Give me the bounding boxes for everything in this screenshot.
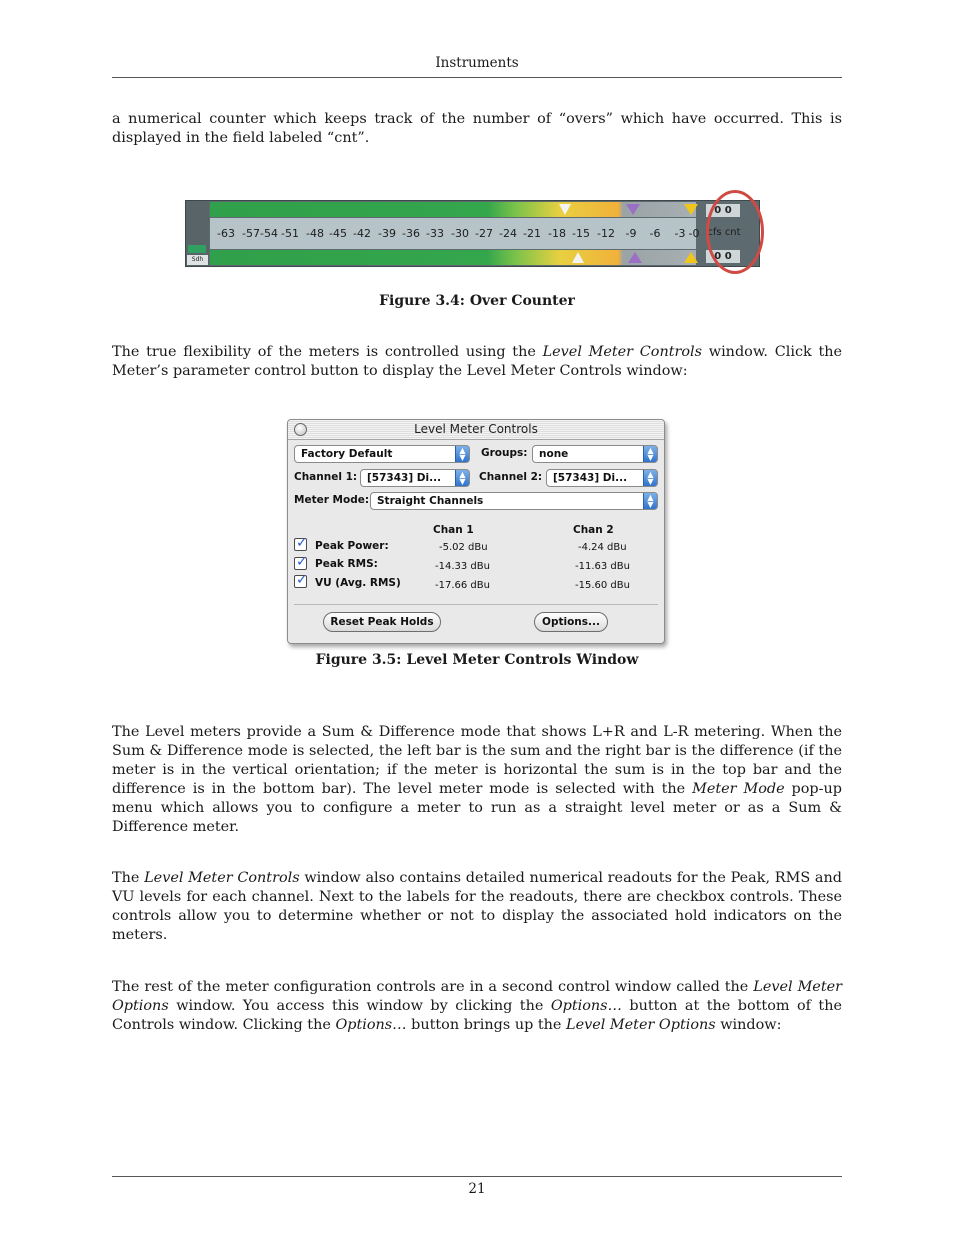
paragraph-options-window xyxy=(112,978,842,1035)
text-span: button brings up the xyxy=(406,1017,567,1033)
emphasis: Level Meter Options xyxy=(112,979,843,1014)
channel2-popup[interactable] xyxy=(546,469,658,487)
options-button[interactable]: Options... xyxy=(534,612,608,632)
text-span: button at the bottom of the Controls window. Clicking the xyxy=(112,998,842,1033)
channel1-popup-value: [57343] Di... xyxy=(367,472,442,484)
scale-tick: -45 xyxy=(329,227,347,240)
peak-rms-chan2: -11.63 dBu xyxy=(575,561,630,572)
text-span: pop-up menu which allows you to configure a meter to run as a straight level meter or as a Sum & Difference meter. xyxy=(112,781,842,835)
page-number: 21 xyxy=(468,1181,486,1197)
scale-tick: -6 xyxy=(649,227,661,240)
emphasis: Level Meter Options xyxy=(566,1017,716,1033)
peak-power-checkbox[interactable] xyxy=(294,535,308,551)
preset-popup-value: Factory Default xyxy=(301,448,393,460)
updown-arrow-icon: ▲ ▼ xyxy=(643,445,658,463)
vu-chan2: -15.60 dBu xyxy=(575,580,630,591)
text-span: window. You access this window by clicking the xyxy=(168,998,551,1014)
groups-label: Groups: xyxy=(481,447,528,459)
scale-tick: -63 xyxy=(217,227,235,240)
updown-arrow-icon: ▲ ▼ xyxy=(455,445,470,463)
peak-rms-label: Peak RMS: xyxy=(315,558,378,570)
channel2-label: Channel 2: xyxy=(479,471,543,483)
header-rule xyxy=(112,77,842,78)
emphasis: Options… xyxy=(335,1017,407,1033)
col-header-chan1: Chan 1 xyxy=(433,524,474,536)
emphasis: Level Meter Controls xyxy=(542,344,703,360)
peak-hold-marker-bottom xyxy=(572,252,584,263)
peak-power-chan2: -4.24 dBu xyxy=(578,542,627,553)
text-span: window. Click the Meter’s parameter control button to display the Level Meter Controls window: xyxy=(112,344,843,379)
scale-tick: -18 xyxy=(548,227,566,240)
peak-rms-chan1: -14.33 dBu xyxy=(435,561,490,572)
text-span: window: xyxy=(715,1017,782,1033)
meter-mode-label: Meter Mode: xyxy=(294,494,370,506)
scale-tick: -15 xyxy=(572,227,590,240)
meter-bar-top xyxy=(210,202,696,217)
updown-arrow-icon: ▲ ▼ xyxy=(643,469,658,487)
meter-side-panel xyxy=(186,201,209,266)
peak-hold-marker-top xyxy=(559,204,571,215)
level-meter-controls-window xyxy=(287,419,665,644)
figure-caption-3-5: Figure 3.5: Level Meter Controls Window xyxy=(315,652,639,668)
window-divider xyxy=(294,604,658,605)
vu-checkbox[interactable] xyxy=(294,572,308,588)
scale-tick: -3 xyxy=(674,227,686,240)
counter-top: 0 0 xyxy=(706,204,740,217)
rms-hold-marker-top xyxy=(626,204,640,215)
scale-tick: -39 xyxy=(378,227,396,240)
paragraph-flexibility xyxy=(112,343,842,381)
channel1-popup[interactable] xyxy=(360,469,470,487)
meter-side-label: Sdh xyxy=(187,255,208,265)
preset-popup[interactable] xyxy=(294,445,470,463)
peak-power-label: Peak Power: xyxy=(315,540,389,552)
over-counter-meter xyxy=(185,200,760,267)
text-span: window also contains detailed numerical readouts for the Peak, RMS and VU levels for each channel. Next to the labels for the readouts, there are checkbox controls. These controls allow you to determine whether or not to display the associated hold indicators on the meters. xyxy=(112,870,842,943)
scale-tick: -21 xyxy=(523,227,541,240)
checkmark-icon: ✓ xyxy=(296,535,308,551)
cfs-cnt-label: cfs cnt xyxy=(707,227,741,238)
text-span: The xyxy=(112,870,145,886)
peak-power-chan1: -5.02 dBu xyxy=(439,542,488,553)
meter-scale xyxy=(210,218,700,249)
over-marker-top xyxy=(684,204,698,215)
col-header-chan2: Chan 2 xyxy=(573,524,614,536)
channel1-label: Channel 1: xyxy=(294,471,358,483)
scale-tick: -51 xyxy=(281,227,299,240)
meter-mode-popup[interactable] xyxy=(370,492,658,510)
scale-tick: -36 xyxy=(402,227,420,240)
paragraph-over-counter: a numerical counter which keeps track of the number of “overs” which have occurred. This is displayed in the field labeled “cnt”. xyxy=(112,111,842,146)
checkmark-icon: ✓ xyxy=(296,554,308,570)
groups-popup[interactable] xyxy=(532,445,658,463)
paragraph-readouts xyxy=(112,869,842,945)
running-header: Instruments xyxy=(435,55,519,71)
scale-tick: -27 xyxy=(475,227,493,240)
scale-tick: -9 xyxy=(625,227,637,240)
vu-label: VU (Avg. RMS) xyxy=(315,577,401,589)
highlight-circle xyxy=(706,190,764,274)
text-span: The rest of the meter configuration controls are in a second control window called the xyxy=(112,979,754,995)
text-span: The true flexibility of the meters is controlled using the xyxy=(112,344,543,360)
counter-bottom: 0 0 xyxy=(706,250,740,263)
updown-arrow-icon: ▲ ▼ xyxy=(643,492,658,510)
scale-tick: -48 xyxy=(306,227,324,240)
groups-popup-value: none xyxy=(539,448,569,460)
peak-rms-checkbox[interactable] xyxy=(294,554,308,570)
over-marker-bottom xyxy=(684,252,698,263)
updown-arrow-icon: ▲ ▼ xyxy=(455,469,470,487)
scale-tick: -24 xyxy=(499,227,517,240)
scale-tick: -30 xyxy=(451,227,469,240)
reset-peak-holds-button[interactable]: Reset Peak Holds xyxy=(323,612,441,632)
paragraph-sum-difference xyxy=(112,723,842,837)
channel2-popup-value: [57343] Di... xyxy=(553,472,628,484)
scale-tick: -0 xyxy=(688,227,700,240)
scale-tick: -42 xyxy=(353,227,371,240)
meter-link-indicator xyxy=(188,245,206,253)
scale-tick: -33 xyxy=(426,227,444,240)
scale-tick: -57-54 xyxy=(242,227,278,240)
emphasis: Meter Mode xyxy=(692,781,785,797)
rms-hold-marker-bottom xyxy=(628,252,642,263)
emphasis: Options… xyxy=(550,998,622,1014)
checkmark-icon: ✓ xyxy=(296,572,308,588)
text-span: The Level meters provide a Sum & Difference mode that shows L+R and L-R metering. When the Sum & Difference mode is selected, the left bar is the sum and the right bar is the difference (if the meter is in the vertical orientation; if the meter is horizontal the sum is in the top bar and the difference is in the bottom bar). The level meter mode is selected with the xyxy=(112,724,842,797)
emphasis: Level Meter Controls xyxy=(144,870,300,886)
meter-bar-bottom xyxy=(210,250,696,265)
figure-caption-3-4: Figure 3.4: Over Counter xyxy=(379,293,575,309)
scale-tick: -12 xyxy=(597,227,615,240)
footer-rule xyxy=(112,1176,842,1177)
meter-mode-popup-value: Straight Channels xyxy=(377,495,484,507)
window-title: Level Meter Controls xyxy=(414,422,538,436)
window-titlebar[interactable] xyxy=(288,420,664,440)
vu-chan1: -17.66 dBu xyxy=(435,580,490,591)
